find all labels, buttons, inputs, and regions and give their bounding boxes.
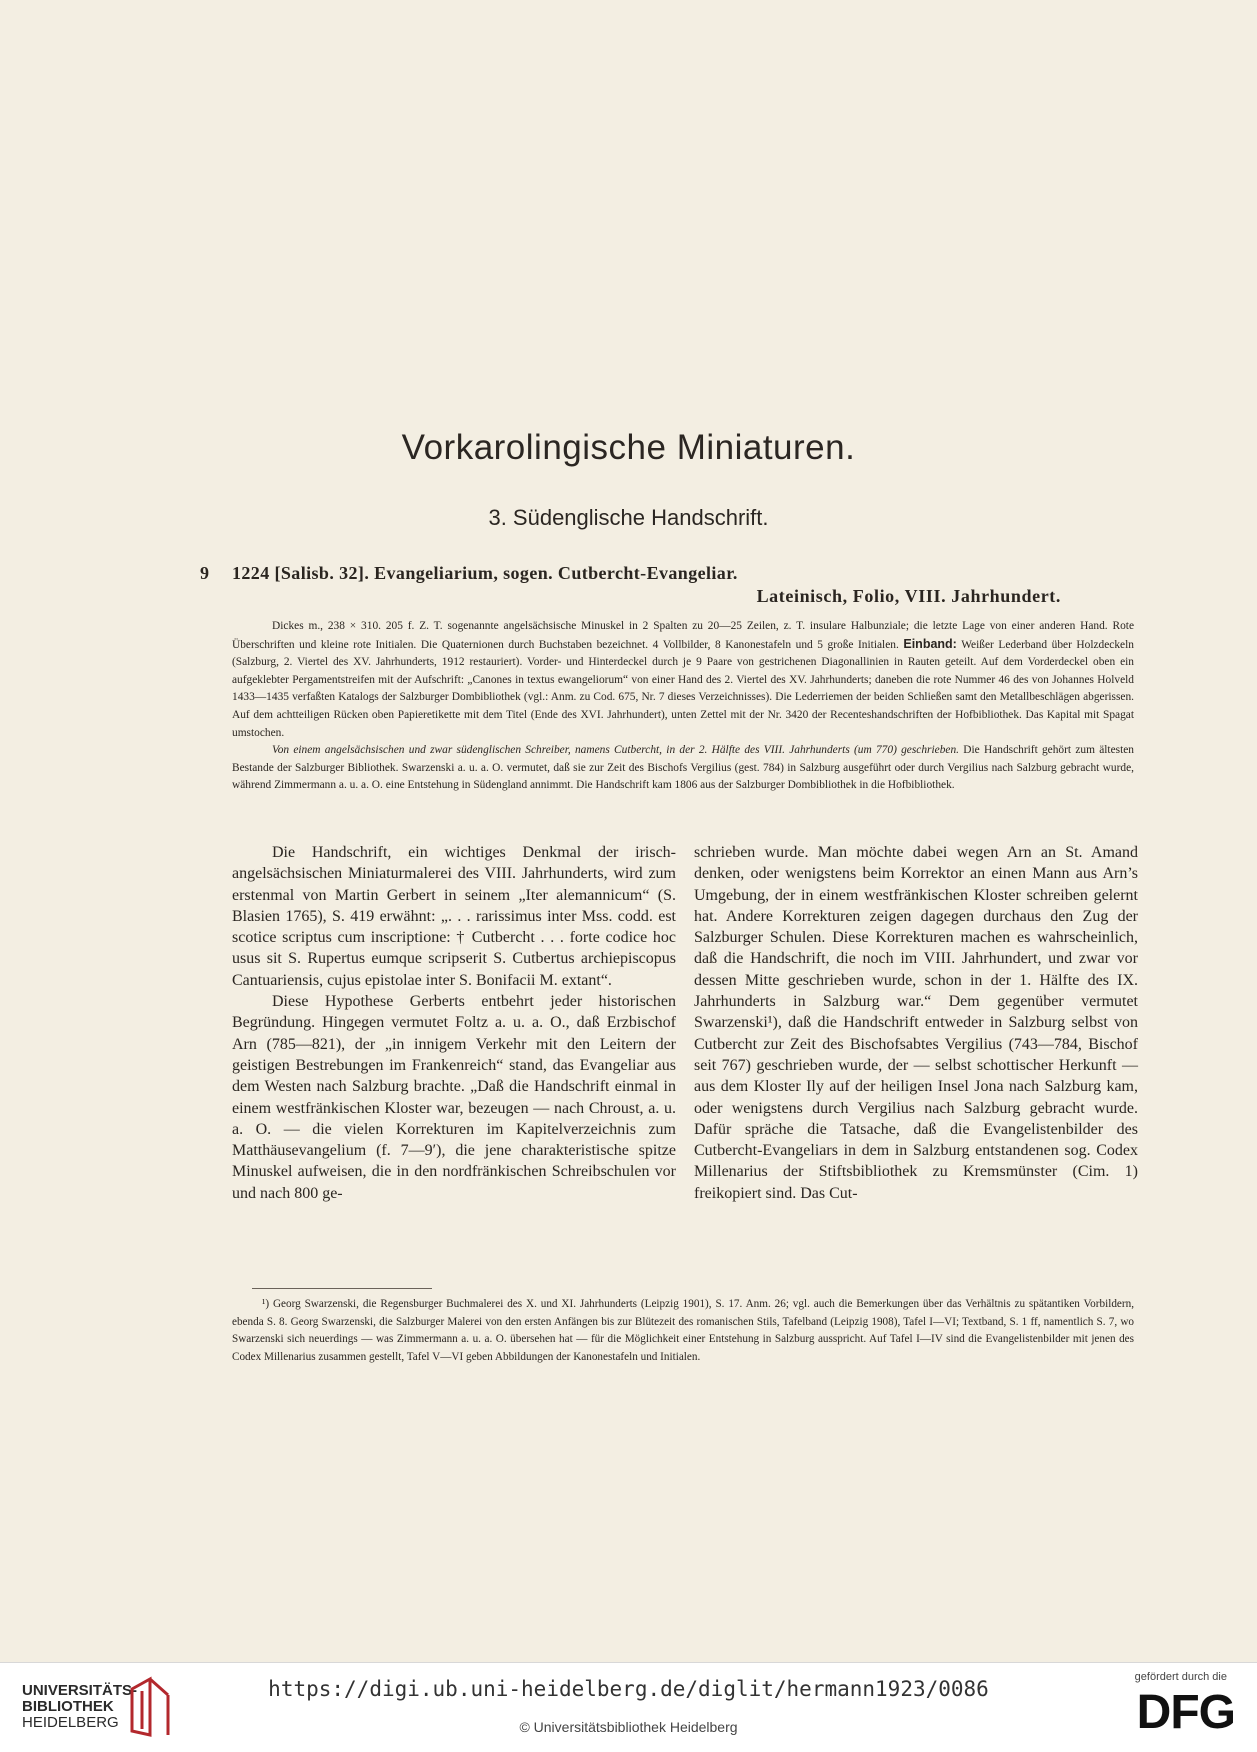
library-name-line: BIBLIOTHEK bbox=[22, 1698, 114, 1715]
right-column bbox=[694, 842, 1138, 1204]
left-column bbox=[232, 842, 676, 1204]
binding-label: Einband: bbox=[903, 636, 957, 651]
footnote: ¹) Georg Swarzenski, die Regensburger Buchmalerei des X. und XI. Jahrhunderts (Leipzig 1901), S. 17. Anm. 26; vgl. auch die Bemerkungen über das Verhältnis zu spätantiken Vorbildern, ebenda S. 8. Georg Swarzenski, die Salzburger Malerei von den ersten Anfängen bis zur Blütezeit des romanischen Stils, Tafelband (Leipzig 1908), Tafel I—VI; Textband, S. 1 ff, namentlich S. 7, wo Swarzenski sich neuerdings — was Zimmermann a. u. a. O. übersehen hat — für die Möglichkeit einer Entstehung in Salzburg ausspricht. Auf Tafel I—IV sind die Evangelistenbilder mit jenen des Codex Millenarius zusammen gestellt, Tafel V—VI geben Abbildungen der Kanonestafeln und Initialen. bbox=[232, 1298, 1134, 1363]
entry-number: 9 bbox=[200, 563, 209, 583]
description-italic: Von einem angelsächsischen und zwar südenglischen Schreiber, namens Cutbercht, in der 2. Hälfte des VIII. Jahrhunderts (um 770) geschrieben. bbox=[272, 744, 959, 757]
manuscript-description bbox=[232, 618, 1134, 795]
library-name-line: UNIVERSITÄTS- bbox=[22, 1682, 138, 1699]
library-name-line: HEIDELBERG bbox=[22, 1714, 119, 1731]
entry-heading: 1224 [Salisb. 32]. Evangeliarium, sogen. Cutbercht-Evangeliar. bbox=[232, 563, 738, 583]
description-text: Weißer Lederband über Holzdeckeln (Salzburg, 2. Viertel des XV. Jahrhunderts, 1912 restauriert). Vorder- und Hinterdeckel durch je 9 Paare von gestrichenen Diagonallinien in Rauten geteilt. Auf dem Vorderdeckel oben ein aufgeklebter Pergamentstreifen mit der Aufschrift: „Canones in textus ewangeliorum“ von einer Hand des 2. Viertel des XV. Jahrhunderts; daneben die rote Nummer 46 des von Johannes Holveld 1433—1435 verfaßten Katalogs der Salzburger Dombibliothek (vgl.: Anm. zu Cod. 675, Nr. 7 dieses Verzeichnisses). Die Lederriemen der beiden Schließen samt den Metallbeschlägen abgerissen. Auf dem achtteiligen Rücken oben Papieretikette mit dem Titel (Ende des XVI. Jahrhundert), unten Zettel mit der Nr. 3420 der Recenteshandschriften der Hofbibliothek. Das Kapital mit Spagat umstochen. bbox=[232, 638, 1134, 739]
description-paragraph bbox=[232, 742, 1134, 795]
funding-label: gefördert durch die bbox=[1134, 1671, 1227, 1683]
dfg-logo[interactable]: DFG bbox=[1136, 1686, 1235, 1739]
permalink-url[interactable]: https://digi.ub.uni-heidelberg.de/diglit/hermann1923/0086 bbox=[268, 1677, 989, 1701]
description-text: Dickes m., 238 × 310. 205 f. Z. T. sogenannte angelsächsische Minuskel in 2 Spalten zu 20—25 Zeilen, z. T. insulare Halbunziale; die letzte Lage von einer anderen Hand. Rote Überschriften und kleine rote Initialen. Die Quaternionen durch Buchstaben bezeichnet. 4 Vollbilder, 8 Kanonestafeln und 5 große Initialen. bbox=[232, 620, 1134, 651]
viewer-footer bbox=[0, 1662, 1257, 1752]
footnote-divider bbox=[252, 1288, 432, 1289]
page-title: Vorkarolingische Miniaturen. bbox=[401, 428, 856, 467]
body-paragraph: schrieben wurde. Man möchte dabei wegen Arn an St. Amand denken, oder wenigstens beim Korrektor an einen Mann aus Arn’s Umgebung, der in einem westfränkischen Kloster schreiben gelernt hat. Andere Korrekturen zeigen dagegen durchaus den Zug der Salzburger Schulen. Diese Korrekturen machen es wahrscheinlich, daß die Handschrift, die noch im VIII. Jahrhundert, und zwar vor dessen Mitte geschrieben wurde, schon in der 1. Hälfte des IX. Jahrhunderts in Salzburg war.“ Dem gegenüber vermutet Swarzenski¹), daß die Handschrift entweder in Salzburg selbst von Cutbercht zur Zeit des Bischofsabtes Vergilius (743—784, Bischof seit 767) geschrieben wurde, der — selbst schottischer Herkunft — aus dem Kloster Ily auf der heiligen Insel Jona nach Salzburg kam, oder wenigstens durch Vergilius nach Salzburg gebracht wurde. Dafür spräche die Tatsache, daß die Evangelistenbilder des Cutbercht-Evangeliars in dem in Salzburg entstandenen sog. Codex Millenarius der Stiftsbibliothek zu Kremsmünster (Cim. 1) freikopiert sind. Das Cut- bbox=[694, 844, 1138, 1202]
entry-heading-subline: Lateinisch, Folio, VIII. Jahrhundert. bbox=[756, 586, 1061, 606]
section-subtitle: 3. Südenglische Handschrift. bbox=[488, 505, 769, 530]
description-text: Die Handschrift gehört zum ältesten Bestande der Salzburger Bibliothek. Swarzenski a. u. a. O. vermutet, daß sie zur Zeit des Bischofs Vergilius (gest. 784) in Salzburg ausgeführt oder durch Vergilius nach Salzburg gebracht wurde, während Zimmermann a. u. a. O. eine Entstehung in Südengland annimmt. Die Handschrift kam 1806 aus der Salzburger Dombibliothek in die Hofbibliothek. bbox=[232, 744, 1134, 792]
description-paragraph bbox=[232, 618, 1134, 742]
body-paragraph: Diese Hypothese Gerberts entbehrt jeder historischen Begründung. Hingegen vermutet Foltz a. u. a. O., daß Erzbischof Arn (785—821), der „in innigem Verkehr mit den Leitern der geistigen Bestrebungen im Frankenreich“ stand, das Evangeliar aus dem Westen nach Salzburg brachte. „Daß die Handschrift einmal in einem westfränkischen Kloster war, bezeugen — nach Chroust, a. u. a. O. — die vielen Korrekturen im Kapitelverzeichnis zum Matthäusevangelium (f. 7—9′), die jene charakteristische spitze Minuskel aufweisen, die in den nordfränkischen Schreibschulen vor und nach 800 ge- bbox=[232, 993, 676, 1202]
copyright-notice: © Universitätsbibliothek Heidelberg bbox=[519, 1719, 738, 1735]
body-paragraph: Die Handschrift, ein wichtiges Denkmal der irisch-angelsächsischen Miniaturmalerei des VIII. Jahrhunderts, wird zum erstenmal von Martin Gerbert in seinem „Iter alemannicum“ (S. Blasien 1765), S. 419 erwähnt: „. . . rarissimus inter Mss. codd. est scotice scriptus cum inscriptione: † Cutbercht . . . forte codice hoc usus sit S. Rupertus eumque scripserit S. Cutbertus archiepiscopus Cantuariensis, cujus epistolae inter S. Bonifacii M. extant“. bbox=[232, 844, 676, 989]
